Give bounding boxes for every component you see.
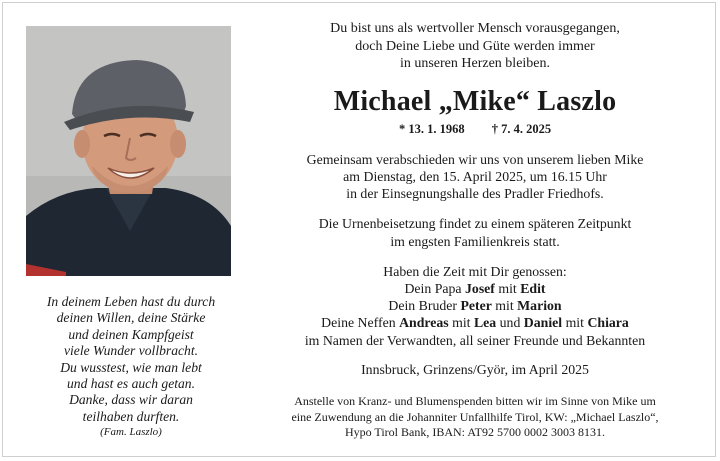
place-date: Innsbruck, Grinzens/Györ, im April 2025 [361, 361, 589, 377]
farewell-line: in der Einsegnungshalle des Pradler Friedhofs. [346, 186, 604, 202]
mourner-father [250, 280, 700, 297]
poem-line: deinen Willen, deine Stärke [56, 310, 206, 326]
mourner-name: Andreas [399, 315, 449, 331]
life-dates [250, 121, 700, 137]
poem-line: Danke, dass wir daran [69, 392, 193, 408]
connector: mit [452, 315, 471, 331]
mourner-name: Josef [465, 281, 495, 296]
donation-line: Hypo Tirol Bank, IBAN: AT92 5700 0002 3003 8131. [344, 425, 606, 440]
mourner-name: Edit [520, 281, 546, 296]
relation-label: Dein Papa [404, 281, 462, 296]
farewell-notice [250, 151, 700, 203]
portrait-photo [26, 26, 231, 276]
death-date: † 7. 4. 2025 [491, 121, 552, 136]
mourner-name: Peter [460, 298, 492, 314]
donation-notice [250, 394, 700, 441]
mourner-name: Chiara [587, 315, 629, 331]
relation-label: Deine Neffen [321, 315, 396, 331]
mourner-name: Marion [517, 298, 562, 314]
poem-line: viele Wunder vollbracht. [63, 343, 198, 359]
main-text [250, 20, 700, 441]
connector: mit [498, 281, 517, 296]
mourner-nephews [250, 314, 700, 331]
urn-line: Die Urnenbeisetzung findet zu einem späteren Zeitpunkt [318, 216, 632, 232]
mourners-heading: Haben die Zeit mit Dir genossen: [383, 263, 567, 279]
mourner-name: Daniel [523, 315, 563, 331]
urn-notice [250, 215, 700, 249]
poem-line: und deinen Kampfgeist [68, 326, 194, 342]
mourners-closing: im Namen der Verwandten, all seiner Freunde und Bekannten [304, 332, 646, 348]
farewell-line: Gemeinsam verabschieden wir uns von unserem lieben Mike [306, 151, 644, 167]
relation-label: Dein Bruder [388, 298, 457, 314]
birth-date: * 13. 1. 1968 [398, 121, 465, 136]
intro-line: in unseren Herzen bleiben. [399, 56, 551, 72]
intro-line: Du bist uns als wertvoller Mensch vorausgegangen, [330, 21, 620, 36]
poem-signature: (Fam. Laszlo) [100, 426, 162, 439]
intro-line: doch Deine Liebe und Güte werden immer [355, 38, 595, 54]
mourner-name: Lea [473, 315, 497, 331]
donation-line: eine Zuwendung an die Johanniter Unfallhilfe Tirol, KW: „Michael Laszlo“, [291, 409, 659, 424]
deceased-name: Michael „Mike“ Laszlo [333, 85, 617, 117]
intro-verse [250, 20, 700, 73]
urn-line: im engsten Familienkreis statt. [390, 233, 560, 249]
mourner-brother [250, 297, 700, 314]
poem-line: und hast es auch getan. [67, 376, 195, 392]
poem-line: In deinem Leben hast du durch [46, 294, 216, 309]
connector: und [499, 315, 521, 331]
donation-line: Anstelle von Kranz- und Blumenspenden bitten wir im Sinne von Mike um [294, 394, 656, 409]
poem-line: Du wusstest, wie man lebt [60, 359, 202, 375]
farewell-line: am Dienstag, den 15. April 2025, um 16.15 Uhr [343, 168, 607, 184]
connector: mit [565, 315, 584, 331]
connector: mit [495, 298, 514, 314]
poem [20, 294, 242, 439]
poem-line: teilhaben durften. [82, 408, 180, 424]
mourners-list [250, 263, 700, 349]
